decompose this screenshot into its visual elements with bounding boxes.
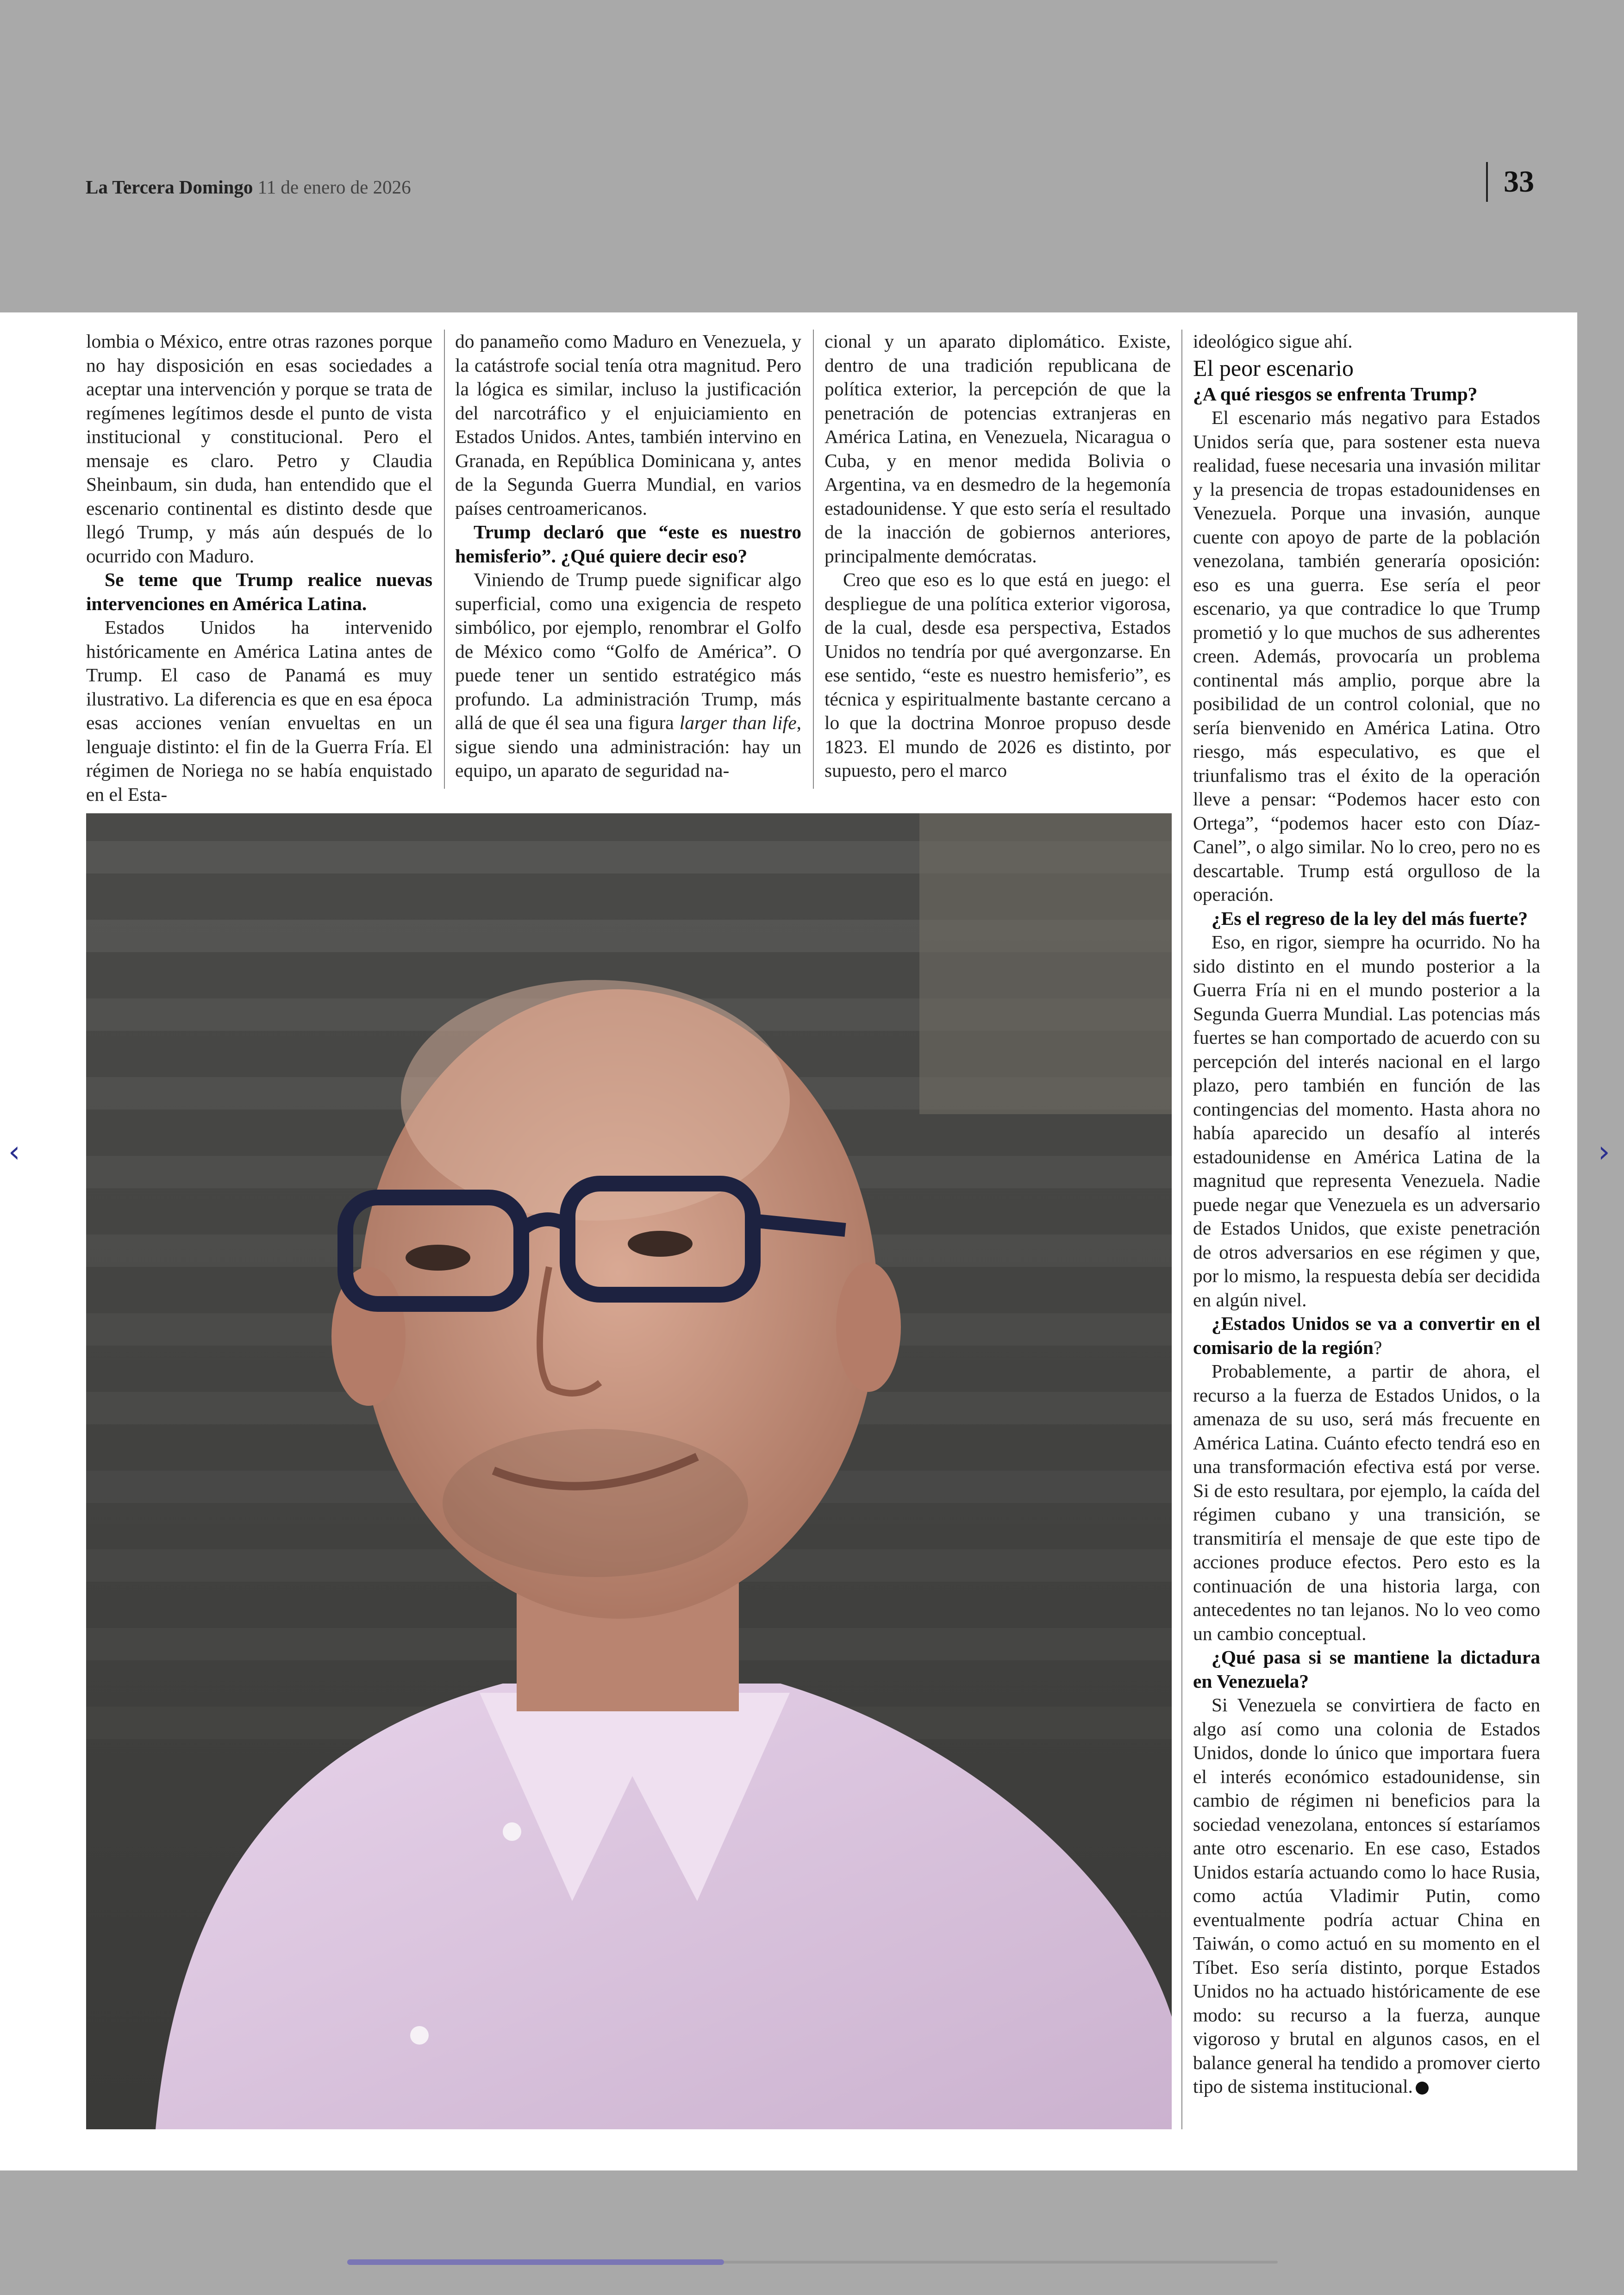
question-mark: ? [1373,1336,1382,1358]
text-run: Si Venezuela se convirtiera de facto en algo así como una colonia de Estados Unidos, donde lo único que importara fuera el interés económico estadounidense, sin cambio de régimen ni beneficios para la sociedad venezolana, entonces sí estaríamos ante otro escenario. En ese caso, Estados Unidos estaría actuando como lo hace Rusia, como actúa Vladimir Putin, como eventualmente podría actuar China en Taiwán, o como actuó en su momento en el Tíbet. Eso sería distinto, porque Estados Unidos no ha actuado históricamente de ese modo: su recurso a la fuerza, aunque vigoroso y brutal en algunos casos, en el balance general ha tendido a promover cierto tipo de sistema institucional. [1193,1694,1540,2097]
portrait-photo [86,813,1172,2129]
issue-date: 11 de enero de 2026 [257,176,411,198]
paragraph: Probablemente, a partir de ahora, el recurso a la fuerza de Estados Unidos, o la amenaza de su uso, será más frecuente en América Latina. Cuánto efecto tendrá eso en una transformación efectiva está por verse. Si de esto resultara, por ejemplo, la caída del régimen cubano y una transición, se transmitiría el mensaje de que este tipo de acciones produce efectos. Pero esto es la continuación de una historia larga, con antecedentes no tan lejanos. No lo veo como un cambio conceptual. [1193,1360,1540,1644]
text-run: , sigue siendo una administración: hay un equipo, un aparato de seguridad na- [455,712,802,781]
next-page-button[interactable]: › [1598,1135,1610,1169]
paragraph: cional y un aparato diplomático. Existe, dentro de una tradición republicana de política exterior, la percepción de que la penetración de potencias extranjeras en América Latina, en Venezuela, Nicaragua o Cuba, y en menor medida Bolivia o Argentina, va en desmedro de la hegemonía estadounidense. Y que esto sería el resultado de la inacción de gobiernos anteriores, principalmente demócratas. [824,331,1171,567]
paragraph: Creo que eso es lo que está en juego: el despliegue de una política exterior vigorosa, de la cual, desde esa perspectiva, Estados Unidos no tendría por qué avergonzarse. En ese sentido, “este es nuestro hemisferio”, es técnica y espiritualmente bastante cercano a lo que la doctrina Monroe propuso desde 1823. El mundo de 2026 es distinto, por supuesto, pero el marco [824,569,1171,781]
section-subhead: El peor escenario [1193,355,1354,381]
paragraph: Eso, en rigor, siempre ha ocurrido. No ha sido distinto en el mundo posterior a la Guerra Fría ni en el mundo posterior a la Segunda Guerra Mundial. Las potencias más fuertes se han comportado de acuerdo con su percepción del interés nacional en el largo plazo, pero también en función de las contingencias del momento. Hasta ahora no había aparecido un desafío al interés estadounidense en América Latina de la magnitud que representa Venezuela. Nadie puede negar que Venezuela es un adversario de Estados Unidos, que existe penetración de otros adversarios en ese régimen y que, por lo mismo, la respuesta debía ser decidida en algún nivel. [1193,931,1540,1310]
paragraph [455,568,801,783]
article-column-3 [824,330,1171,783]
reader-scrollbar-thumb[interactable] [347,2259,724,2265]
italic-phrase: larger than life [679,712,797,733]
column-divider [813,330,814,789]
paragraph: ideológico sigue ahí. [1193,331,1353,352]
publication-name: La Tercera Domingo [86,176,253,198]
text-run: Viniendo de Trump puede significar algo superficial, como una exigencia de respeto simbólico, por ejemplo, renombrar el Golfo de México como “Golfo de América”. O puede tener un sentido estratégico más profundo. La administración Trump, más allá de que él sea una figura [455,569,801,733]
interview-question: ¿A qué riesgos se enfrenta Trump? [1193,383,1478,405]
interview-question: ¿Qué pasa si se mantiene la dictadura en Venezuela? [1193,1646,1540,1692]
paragraph [1193,1693,1540,2099]
column-divider [444,330,445,789]
article-column-2 [455,330,801,783]
interview-question [1193,1312,1540,1360]
article-column-4 [1193,330,1540,2099]
interview-question: Trump declaró que “este es nuestro hemisferio”. ¿Qué quiere decir eso? [455,521,801,567]
paragraph: do panameño como Maduro en Venezuela, y la catástrofe social tenía otra magnitud. Pero la lógica es similar, incluso la justificación del narcotráfico y el enjuiciamiento en Estados Unidos. Antes, también intervino en Granada, en República Dominicana y, antes de la Segunda Guerra Mundial, en varios países centroamericanos. [455,331,801,519]
previous-page-button[interactable]: ‹ [8,1135,20,1169]
interview-question: Se teme que Trump realice nuevas intervenciones en América Latina. [86,569,432,614]
paragraph: Estados Unidos ha intervenido históricamente en América Latina antes de Trump. El caso de Panamá es muy ilustrativo. La diferencia es que en esa época esas acciones venían envueltas en un lenguaje distinto: el fin de la Guerra Fría. El régimen de Noriega no se había enquistado en el Esta- [86,617,432,805]
end-of-article-icon [1416,2082,1429,2095]
question-text: ¿Estados Unidos se va a convertir en el comisario de la región [1193,1313,1540,1358]
paragraph: El escenario más negativo para Estados Unidos sería que, para sostener esta nueva realidad, fuese necesaria una invasión militar y la presencia de tropas estadounidenses en Venezuela. Porque una invasión, aunque cuente con apoyo de parte de la población venezolana, también generaría oposición: eso es una guerra. Ese sería el peor escenario, ya que contradice lo que Trump prometió y lo que muchos de sus adherentes creen. Además, provocaría un problema continental más amplio, porque abre la posibilidad de un control colonial, que no sería bienvenido en América Latina. Otro riesgo, más especulativo, es que el triunfalismo tras el éxito de la operación lleve a pensar: “Podemos hacer esto con Ortega”, “podemos hacer esto con Díaz-Canel”, o algo similar. No lo creo, pero no es descartable. Trump está orgulloso de la operación. [1193,407,1540,905]
header-meta [86,176,411,198]
page-number: 33 [1486,162,1534,202]
column-divider [1181,330,1182,2129]
article-column-1 [86,330,432,806]
interview-question: ¿Es el regreso de la ley del más fuerte? [1212,907,1528,929]
paragraph: lombia o México, entre otras razones porque no hay disposición en esas sociedades a aceptar una intervención y porque se trata de regímenes legítimos desde el punto de vista institucional y constitucional. Pero el mensaje es claro. Petro y Claudia Sheinbaum, sin duda, han entendido que el escenario continental es distinto desde que llegó Trump, y más aún después de lo ocurrido con Maduro. [86,331,432,567]
